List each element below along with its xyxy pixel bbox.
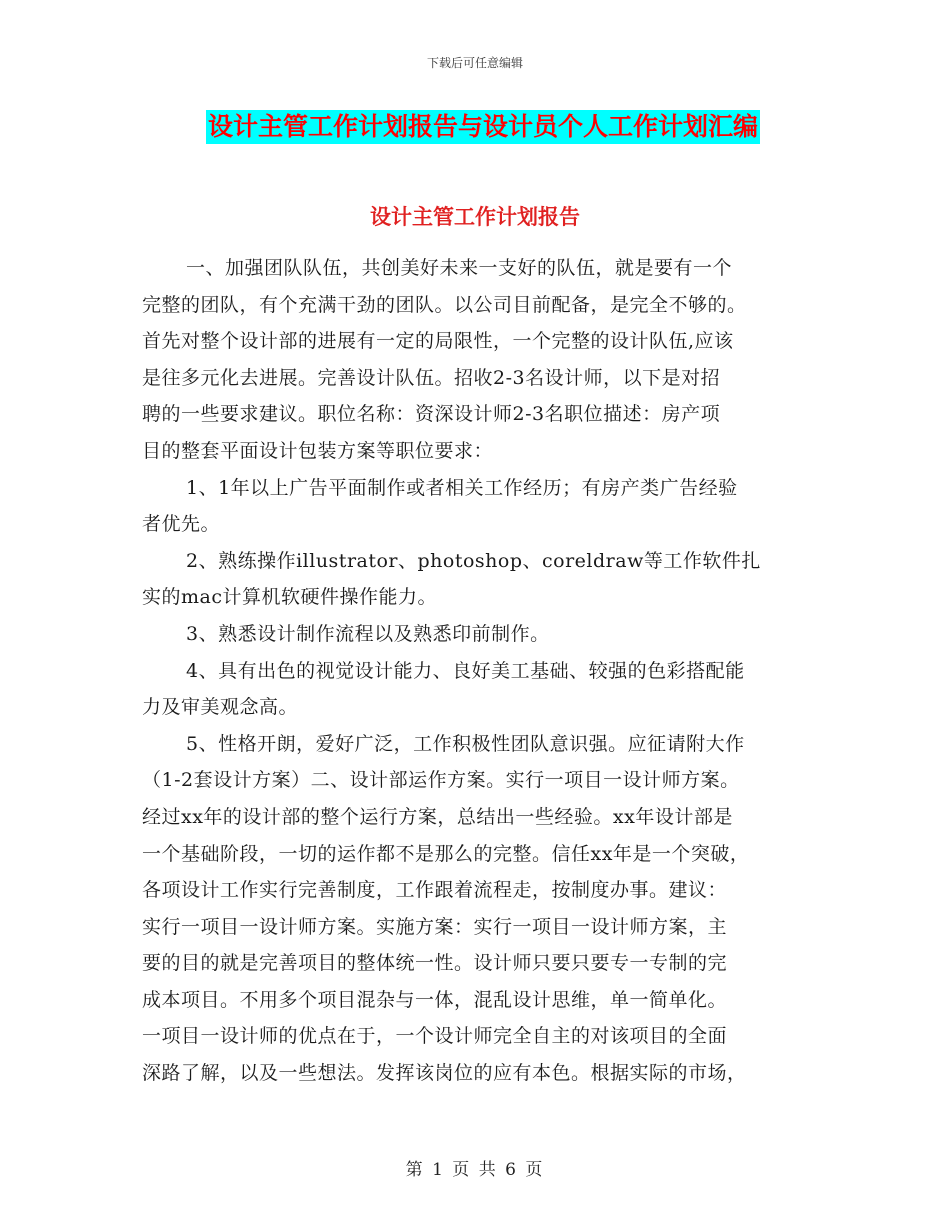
text-line: 3、熟悉设计制作流程以及熟悉印前制作。 — [186, 622, 550, 645]
text-line: 一、加强团队队伍，共创美好未来一支好的队伍，就是要有一个 — [186, 257, 733, 279]
text-line: 是往多元化去进展。完善设计队伍。招收2-3名设计师，以下是对招 — [142, 366, 721, 389]
header-note: 下载后可任意编辑 — [426, 56, 523, 70]
document-title: 设计主管工作计划报告与设计员个人工作计划汇编 — [206, 110, 760, 144]
text-line: 者优先。 — [142, 513, 221, 536]
text-line: 实的mac计算机软硬件操作能力。 — [142, 586, 437, 609]
text-line: （1-2套设计方案）二、设计部运作方案。实行一项目一设计师方案。 — [142, 769, 740, 792]
text-line: 成本项目。不用多个项目混杂与一体，混乱设计思维，单一简单化。 — [142, 988, 728, 1011]
body-text — [142, 250, 812, 1092]
text-line: 聘的一些要求建议。职位名称：资深设计师2-3名职位描述：房产项 — [142, 403, 721, 426]
page-footer: 第 1 页 共 6 页 — [405, 1160, 545, 1180]
section-title: 设计主管工作计划报告 — [370, 205, 580, 229]
text-line: 力及审美观念高。 — [142, 696, 299, 719]
text-line: 深路了解，以及一些想法。发挥该岗位的应有本色。根据实际的市场， — [142, 1062, 747, 1085]
text-line: 5、性格开朗，爱好广泛，工作积极性团队意识强。应征请附大作 — [186, 732, 745, 755]
text-line: 1、1年以上广告平面制作或者相关工作经历；有房产类广告经验 — [186, 476, 738, 499]
text-line: 经过xx年的设计部的整个运行方案，总结出一些经验。xx年设计部是 — [142, 805, 733, 828]
text-line: 完整的团队，有个充满干劲的团队。以公司目前配备，是完全不够的。 — [142, 293, 747, 316]
text-line: 一项目一设计师的优点在于，一个设计师完全自主的对该项目的全面 — [142, 1025, 728, 1048]
text-line: 要的目的就是完善项目的整体统一性。设计师只要只要专一专制的完 — [142, 952, 728, 975]
text-line: 首先对整个设计部的进展有一定的局限性，一个完整的设计队伍,应该 — [142, 330, 734, 353]
text-line: 实行一项目一设计师方案。实施方案：实行一项目一设计师方案，主 — [142, 915, 728, 938]
text-line: 2、熟练操作illustrator、photoshop、coreldraw等工作软件扎 — [186, 549, 761, 572]
text-line: 目的整套平面设计包装方案等职位要求： — [142, 439, 494, 462]
text-line: 各项设计工作实行完善制度，工作跟着流程走，按制度办事。建议： — [142, 879, 728, 902]
text-line: 一个基础阶段，一切的运作都不是那么的完整。信任xx年是一个突破， — [142, 842, 750, 865]
text-line: 4、具有出色的视觉设计能力、良好美工基础、较强的色彩搭配能 — [186, 659, 745, 682]
